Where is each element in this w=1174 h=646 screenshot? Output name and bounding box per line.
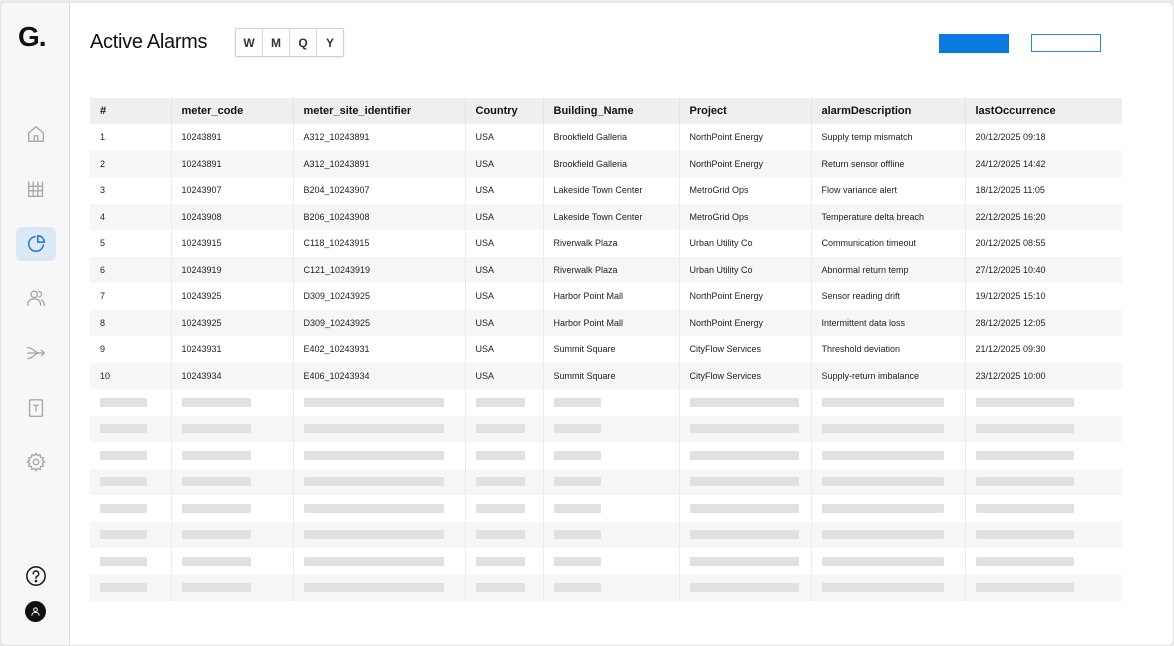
column-header[interactable]: alarmDescription [811,98,965,124]
table-row[interactable] [90,230,1122,257]
table-header-row [90,98,1122,124]
skeleton-bar [182,451,251,460]
placeholder-cell [679,469,811,496]
user-avatar[interactable] [25,601,46,622]
meter-code-cell: 10243931 [171,336,293,363]
country-cell: USA [465,124,543,151]
placeholder-cell [293,522,465,549]
last-occurrence-cell: 22/12/2025 16:20 [965,204,1122,231]
country-cell: USA [465,177,543,204]
meter-site-identifier-cell: A312_10243891 [293,124,465,151]
skeleton-bar [822,451,944,460]
placeholder-row [90,469,1122,496]
users-icon [25,287,47,309]
placeholder-cell [811,442,965,469]
skeleton-bar [554,504,601,513]
country-cell: USA [465,363,543,390]
skeleton-bar [822,557,944,566]
placeholder-cell [679,389,811,416]
placeholder-cell [293,389,465,416]
alarm-description-cell: Sensor reading drift [811,283,965,310]
grid-icon [25,178,47,200]
placeholder-cell [679,416,811,443]
skeleton-bar [182,530,251,539]
meter-code-cell: 10243891 [171,151,293,178]
table-row[interactable] [90,257,1122,284]
meter-code-cell: 10243915 [171,230,293,257]
sidebar-item-flows[interactable] [16,336,56,370]
row-number-cell: 4 [90,204,171,231]
placeholder-cell [293,575,465,602]
help-circle-icon[interactable] [25,565,47,587]
project-cell: Urban Utility Co [679,257,811,284]
row-number-cell: 9 [90,336,171,363]
placeholder-cell [811,495,965,522]
skeleton-bar [476,583,525,592]
table-row[interactable] [90,363,1122,390]
meter-site-identifier-cell: C121_10243919 [293,257,465,284]
building-name-cell: Lakeside Town Center [543,204,679,231]
placeholder-cell [965,469,1122,496]
skeleton-bar [690,557,799,566]
placeholder-cell [543,389,679,416]
row-number-cell: 7 [90,283,171,310]
skeleton-bar [182,477,251,486]
building-name-cell: Summit Square [543,363,679,390]
last-occurrence-cell: 19/12/2025 15:10 [975,291,1046,302]
skeleton-bar [304,477,444,486]
table-row[interactable] [90,336,1122,363]
pie-chart-icon [25,233,47,255]
period-quarter-button[interactable]: Q [290,29,317,56]
row-number-cell: 10 [90,363,171,390]
project-cell: NorthPoint Energy [679,124,811,151]
app-window [0,2,1174,646]
alarm-description-cell: Temperature delta breach [811,204,965,231]
placeholder-cell [679,548,811,575]
placeholder-cell [171,416,293,443]
placeholder-cell [543,548,679,575]
brand-logo[interactable]: G. [18,21,46,52]
country-cell: USA [465,336,543,363]
row-number-cell: 6 [90,257,171,284]
placeholder-cell [543,522,679,549]
sidebar-item-home[interactable] [16,117,56,151]
sidebar-item-templates[interactable] [16,391,56,425]
skeleton-bar [100,424,147,433]
placeholder-cell [293,442,465,469]
placeholder-cell [965,416,1122,443]
skeleton-bar [304,504,444,513]
skeleton-bar [182,557,251,566]
table-row[interactable] [90,310,1122,337]
project-cell: Urban Utility Co [679,230,811,257]
alarm-description-cell: Communication timeout [811,230,965,257]
text-file-icon [25,397,47,419]
placeholder-row [90,575,1122,602]
column-header[interactable]: Project [679,98,811,124]
placeholder-cell [543,575,679,602]
row-number-cell: 2 [90,151,171,178]
skeleton-bar [976,530,1074,539]
meter-site-identifier-cell: D309_10243925 [293,283,465,310]
page-title: Active Alarms [90,31,208,53]
placeholder-cell [679,442,811,469]
placeholder-cell [965,495,1122,522]
skeleton-bar [822,583,944,592]
placeholder-row [90,442,1122,469]
placeholder-cell [811,389,965,416]
sidebar-item-grid[interactable] [16,172,56,206]
alarms-table [90,98,1122,601]
project-cell: CityFlow Services [679,336,811,363]
alarm-description-cell: Supply temp mismatch [811,124,965,151]
meter-site-identifier-cell: B206_10243908 [293,204,465,231]
project-cell: MetroGrid Ops [679,177,811,204]
meter-site-identifier-cell: E406_10243934 [293,363,465,390]
building-name-cell: Lakeside Town Center [543,177,679,204]
skeleton-bar [304,398,444,407]
secondary-action-button[interactable] [1031,34,1101,52]
table-row[interactable] [90,204,1122,231]
placeholder-cell [465,416,543,443]
placeholder-cell [465,389,543,416]
country-cell: USA [465,204,543,231]
alarm-description-cell: Supply-return imbalance [811,363,965,390]
meter-site-identifier-cell: A312_10243891 [293,151,465,178]
column-header[interactable]: lastOccurrence [965,98,1122,124]
skeleton-bar [976,477,1074,486]
last-occurrence-cell: 20/12/2025 08:55 [975,238,1046,249]
row-number-cell: 3 [90,177,171,204]
placeholder-cell [293,416,465,443]
skeleton-bar [100,398,147,407]
skeleton-bar [690,477,799,486]
gear-icon [25,451,47,473]
skeleton-bar [690,504,799,513]
placeholder-cell [465,442,543,469]
skeleton-bar [822,504,944,513]
column-header[interactable]: meter_code [171,98,293,124]
placeholder-cell [171,469,293,496]
skeleton-bar [476,504,525,513]
skeleton-bar [554,583,601,592]
skeleton-bar [822,424,944,433]
building-name-cell: Summit Square [543,336,679,363]
skeleton-bar [304,583,444,592]
placeholder-cell [465,495,543,522]
skeleton-bar [100,477,147,486]
skeleton-bar [476,424,525,433]
meter-code-cell: 10243919 [171,257,293,284]
placeholder-cell [90,389,171,416]
placeholder-cell [90,548,171,575]
last-occurrence-cell: 28/12/2025 12:05 [965,310,1122,337]
placeholder-cell [965,575,1122,602]
meter-code-cell: 10243907 [171,177,293,204]
placeholder-cell [543,469,679,496]
project-cell: NorthPoint Energy [679,283,811,310]
period-selector [235,28,344,57]
placeholder-cell [171,522,293,549]
placeholder-cell [171,575,293,602]
placeholder-cell [679,495,811,522]
primary-action-button[interactable] [939,34,1009,53]
meter-code-cell: 10243934 [171,363,293,390]
meter-code-cell: 10243891 [171,124,293,151]
alarm-description-cell: Threshold deviation [811,336,965,363]
placeholder-cell [811,575,965,602]
period-year-button[interactable]: Y [317,29,343,56]
column-header[interactable]: meter_site_identifier [293,98,465,124]
placeholder-cell [965,442,1122,469]
skeleton-bar [976,398,1074,407]
skeleton-bar [690,583,799,592]
skeleton-bar [554,424,601,433]
placeholder-cell [90,522,171,549]
placeholder-cell [171,548,293,575]
skeleton-bar [476,477,525,486]
placeholder-cell [965,389,1122,416]
skeleton-bar [976,504,1074,513]
placeholder-cell [293,469,465,496]
skeleton-bar [304,557,444,566]
placeholder-cell [465,575,543,602]
placeholder-cell [543,495,679,522]
skeleton-bar [822,477,944,486]
meter-site-identifier-cell: E402_10243931 [293,336,465,363]
last-occurrence-cell: 21/12/2025 09:30 [975,344,1046,355]
row-number-cell: 8 [90,310,171,337]
skeleton-bar [976,557,1074,566]
skeleton-bar [554,477,601,486]
building-name-cell: Harbor Point Mall [543,310,679,337]
placeholder-cell [543,442,679,469]
table-row[interactable] [90,151,1122,178]
placeholder-cell [679,575,811,602]
placeholder-cell [90,469,171,496]
building-name-cell: Brookfield Galleria [543,124,679,151]
meter-code-cell: 10243925 [171,310,293,337]
skeleton-bar [554,451,601,460]
period-week-button[interactable]: W [236,29,263,56]
placeholder-cell [90,442,171,469]
row-number-cell: 1 [90,124,171,151]
home-icon [25,123,47,145]
skeleton-bar [690,451,799,460]
placeholder-row [90,416,1122,443]
placeholder-cell [811,469,965,496]
project-cell: NorthPoint Energy [679,310,811,337]
building-name-cell: Riverwalk Plaza [543,257,679,284]
placeholder-row [90,548,1122,575]
skeleton-bar [476,398,525,407]
project-cell: CityFlow Services [679,363,811,390]
table-row[interactable] [90,283,1122,310]
table-row[interactable] [90,177,1122,204]
placeholder-cell [811,522,965,549]
skeleton-bar [822,398,944,407]
placeholder-cell [465,548,543,575]
user-avatar-icon [30,606,41,617]
skeleton-bar [182,504,251,513]
building-name-cell: Riverwalk Plaza [543,230,679,257]
placeholder-cell [90,575,171,602]
country-cell: USA [465,257,543,284]
country-cell: USA [465,283,543,310]
skeleton-bar [690,398,799,407]
skeleton-bar [976,424,1074,433]
placeholder-cell [465,469,543,496]
skeleton-bar [100,504,147,513]
alarm-description-cell: Return sensor offline [811,151,965,178]
merge-arrows-icon [25,342,47,364]
column-header[interactable]: Country [465,98,543,124]
placeholder-cell [465,522,543,549]
placeholder-cell [965,548,1122,575]
placeholder-cell [811,548,965,575]
placeholder-cell [293,548,465,575]
skeleton-bar [182,583,251,592]
skeleton-bar [100,557,147,566]
skeleton-bar [976,451,1074,460]
sidebar-item-settings[interactable] [16,445,56,479]
column-header[interactable]: # [90,98,171,124]
last-occurrence-cell: 23/12/2025 10:00 [965,363,1122,390]
sidebar-item-users[interactable] [16,281,56,315]
project-cell: NorthPoint Energy [679,151,811,178]
skeleton-bar [304,451,444,460]
skeleton-bar [690,424,799,433]
placeholder-row [90,389,1122,416]
meter-code-cell: 10243925 [171,283,293,310]
sidebar-item-analytics[interactable] [16,227,56,261]
placeholder-cell [965,522,1122,549]
last-occurrence-cell: 24/12/2025 14:42 [965,151,1122,178]
skeleton-bar [100,451,147,460]
skeleton-bar [476,530,525,539]
skeleton-bar [304,530,444,539]
table-row[interactable] [90,124,1122,151]
project-cell: MetroGrid Ops [679,204,811,231]
alarm-description-cell: Flow variance alert [811,177,965,204]
meter-site-identifier-cell: D309_10243925 [293,310,465,337]
row-number-cell: 5 [90,230,171,257]
table-body [90,124,1122,601]
last-occurrence-cell: 20/12/2025 09:18 [975,132,1046,143]
skeleton-bar [976,583,1074,592]
skeleton-bar [554,530,601,539]
placeholder-cell [679,522,811,549]
country-cell: USA [465,151,543,178]
placeholder-cell [171,495,293,522]
placeholder-cell [90,495,171,522]
meter-code-cell: 10243908 [171,204,293,231]
skeleton-bar [182,398,251,407]
meter-site-identifier-cell: C118_10243915 [293,230,465,257]
building-name-cell: Harbor Point Mall [543,283,679,310]
placeholder-cell [293,495,465,522]
period-month-button[interactable]: M [263,29,290,56]
country-cell: USA [465,230,543,257]
placeholder-row [90,522,1122,549]
building-name-cell: Brookfield Galleria [543,151,679,178]
skeleton-bar [822,530,944,539]
placeholder-cell [543,416,679,443]
last-occurrence-cell: 27/12/2025 10:40 [965,257,1122,284]
skeleton-bar [476,451,525,460]
alarm-description-cell: Abnormal return temp [811,257,965,284]
skeleton-bar [100,583,147,592]
alarm-description-cell: Intermittent data loss [811,310,965,337]
placeholder-cell [171,389,293,416]
skeleton-bar [554,557,601,566]
skeleton-bar [304,424,444,433]
placeholder-cell [171,442,293,469]
placeholder-row [90,495,1122,522]
placeholder-cell [90,416,171,443]
placeholder-cell [811,416,965,443]
skeleton-bar [182,424,251,433]
skeleton-bar [476,557,525,566]
meter-site-identifier-cell: B204_10243907 [293,177,465,204]
last-occurrence-cell: 18/12/2025 11:05 [975,185,1045,196]
skeleton-bar [690,530,799,539]
column-header[interactable]: Building_Name [543,98,679,124]
skeleton-bar [100,530,147,539]
sidebar [1,3,70,645]
country-cell: USA [465,310,543,337]
skeleton-bar [554,398,601,407]
